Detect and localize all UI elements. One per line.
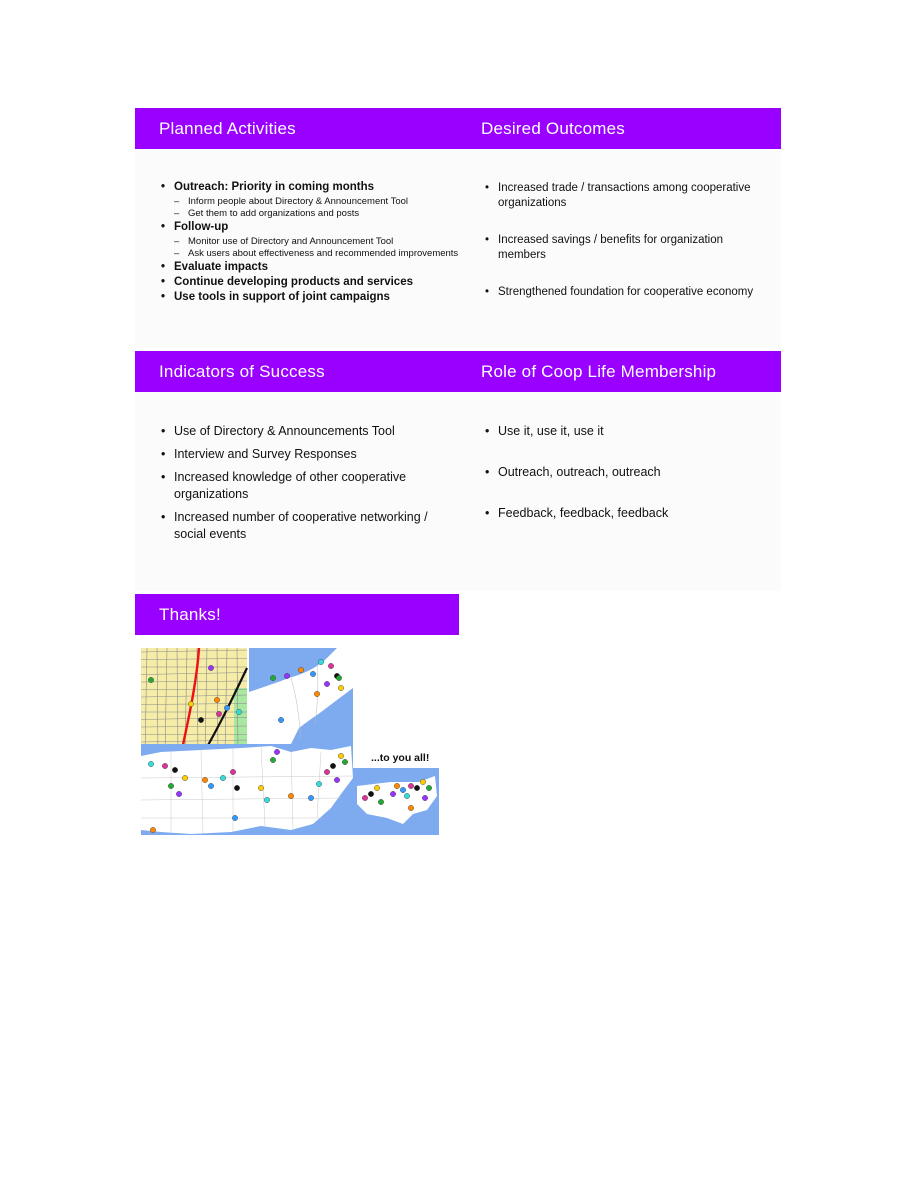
slide-header-bar [135, 108, 781, 149]
map-pin-icon [426, 785, 431, 790]
map-pin-icon [258, 785, 263, 790]
map-pin-icon [234, 785, 239, 790]
list-item: • Use tools in support of joint campaigns [159, 290, 459, 305]
map-caption: ...to you all! [371, 752, 430, 764]
list-item: • Strengthened foundation for cooperative economy [483, 285, 763, 300]
map-pin-icon [404, 793, 409, 798]
map-pin-icon [236, 709, 241, 714]
slide-title-indicators-of-success: Indicators of Success [159, 362, 325, 381]
map-pin-icon [176, 791, 181, 796]
list-item: • Use it, use it, use it [483, 423, 763, 440]
map-pin-icon [316, 781, 321, 786]
membership-role-list [483, 423, 763, 546]
map-pin-icon [408, 805, 413, 810]
list-item: • Increased knowledge of other cooperative organizations [159, 469, 459, 503]
indicators-list [159, 423, 459, 549]
map-pin-icon [314, 691, 319, 696]
map-pin-icon [224, 705, 229, 710]
map-pin-icon [362, 795, 367, 800]
map-pin-icon [162, 763, 167, 768]
map-pin-icon [182, 775, 187, 780]
map-pin-icon [368, 791, 373, 796]
map-pin-icon [270, 757, 275, 762]
map-pin-icon [264, 797, 269, 802]
list-item [159, 180, 459, 219]
map-pin-icon [422, 795, 427, 800]
map-pin-icon [220, 775, 225, 780]
map-pin-icon [324, 681, 329, 686]
map-pin-icon [274, 749, 279, 754]
planned-activities-list [159, 180, 459, 305]
list-item-text: Outreach: Priority in coming months [174, 181, 374, 193]
map-pin-icon [148, 761, 153, 766]
map-pin-icon [288, 793, 293, 798]
list-item: • Increased trade / transactions among cooperative organizations [483, 181, 763, 211]
list-item: • Feedback, feedback, feedback [483, 505, 763, 522]
slide-header-bar [135, 594, 459, 635]
list-item: • Continue developing products and services [159, 275, 459, 290]
map-pin-icon [278, 717, 283, 722]
map-pin-icon [394, 783, 399, 788]
map-pin-icon [232, 815, 237, 820]
small-us-map [353, 752, 439, 835]
list-item: • Increased savings / benefits for organization members [483, 233, 763, 263]
map-pin-icon [400, 787, 405, 792]
slide-title-role-of-coop-life-membership: Role of Coop Life Membership [481, 362, 717, 381]
list-item: • Increased number of cooperative networking / social events [159, 509, 459, 543]
map-pin-icon [230, 769, 235, 774]
sub-list-item: – Inform people about Directory & Announcement Tool [174, 196, 459, 207]
map-pin-icon [214, 697, 219, 702]
map-pin-icon [310, 671, 315, 676]
list-item [159, 220, 459, 259]
map-pin-icon [390, 791, 395, 796]
sub-list-item: – Ask users about effectiveness and recommended improvements [174, 248, 459, 259]
map-pin-icon [270, 675, 275, 680]
slide-title-thanks: Thanks! [159, 605, 221, 624]
list-item: • Use of Directory & Announcements Tool [159, 423, 459, 440]
map-pin-icon [208, 783, 213, 788]
map-pin-icon [374, 785, 379, 790]
list-item: • Outreach, outreach, outreach [483, 464, 763, 481]
slide-thanks [135, 594, 459, 836]
map-pin-icon [414, 785, 419, 790]
map-pin-icon [198, 717, 203, 722]
map-pin-icon [148, 677, 153, 682]
slide-planned-activities [135, 108, 781, 348]
list-item: • Evaluate impacts [159, 260, 459, 275]
northeast-map [249, 648, 353, 744]
sub-list-item: – Monitor use of Directory and Announcement Tool [174, 236, 459, 247]
map-pin-icon [338, 685, 343, 690]
sub-list [174, 236, 459, 259]
map-pin-icon [318, 659, 323, 664]
map-collage [141, 648, 439, 835]
map-pin-icon [330, 763, 335, 768]
slide-indicators-of-success [135, 351, 781, 591]
map-pin-icon [150, 827, 155, 832]
map-pin-icon [328, 663, 333, 668]
map-collage-graphic [141, 648, 439, 835]
list-item: • Interview and Survey Responses [159, 446, 459, 463]
map-pin-icon [188, 701, 193, 706]
slide-title-desired-outcomes: Desired Outcomes [481, 119, 625, 138]
sub-list [174, 196, 459, 219]
list-item-text: Follow-up [174, 221, 229, 233]
map-pin-icon [202, 777, 207, 782]
map-pin-icon [298, 667, 303, 672]
map-pin-icon [338, 753, 343, 758]
map-pin-icon [334, 777, 339, 782]
desired-outcomes-list [483, 181, 763, 322]
map-pin-icon [420, 779, 425, 784]
sub-list-item: – Get them to add organizations and posts [174, 208, 459, 219]
map-pin-icon [408, 783, 413, 788]
street-map [141, 648, 247, 754]
map-pin-icon [378, 799, 383, 804]
map-pin-icon [208, 665, 213, 670]
map-pin-icon [284, 673, 289, 678]
map-pin-icon [216, 711, 221, 716]
map-pin-icon [336, 675, 341, 680]
slide-title-planned-activities: Planned Activities [159, 119, 296, 138]
map-pin-icon [342, 759, 347, 764]
map-pin-icon [308, 795, 313, 800]
us-map [141, 744, 353, 835]
map-pin-icon [172, 767, 177, 772]
slide-header-bar [135, 351, 781, 392]
map-pin-icon [324, 769, 329, 774]
map-pin-icon [168, 783, 173, 788]
